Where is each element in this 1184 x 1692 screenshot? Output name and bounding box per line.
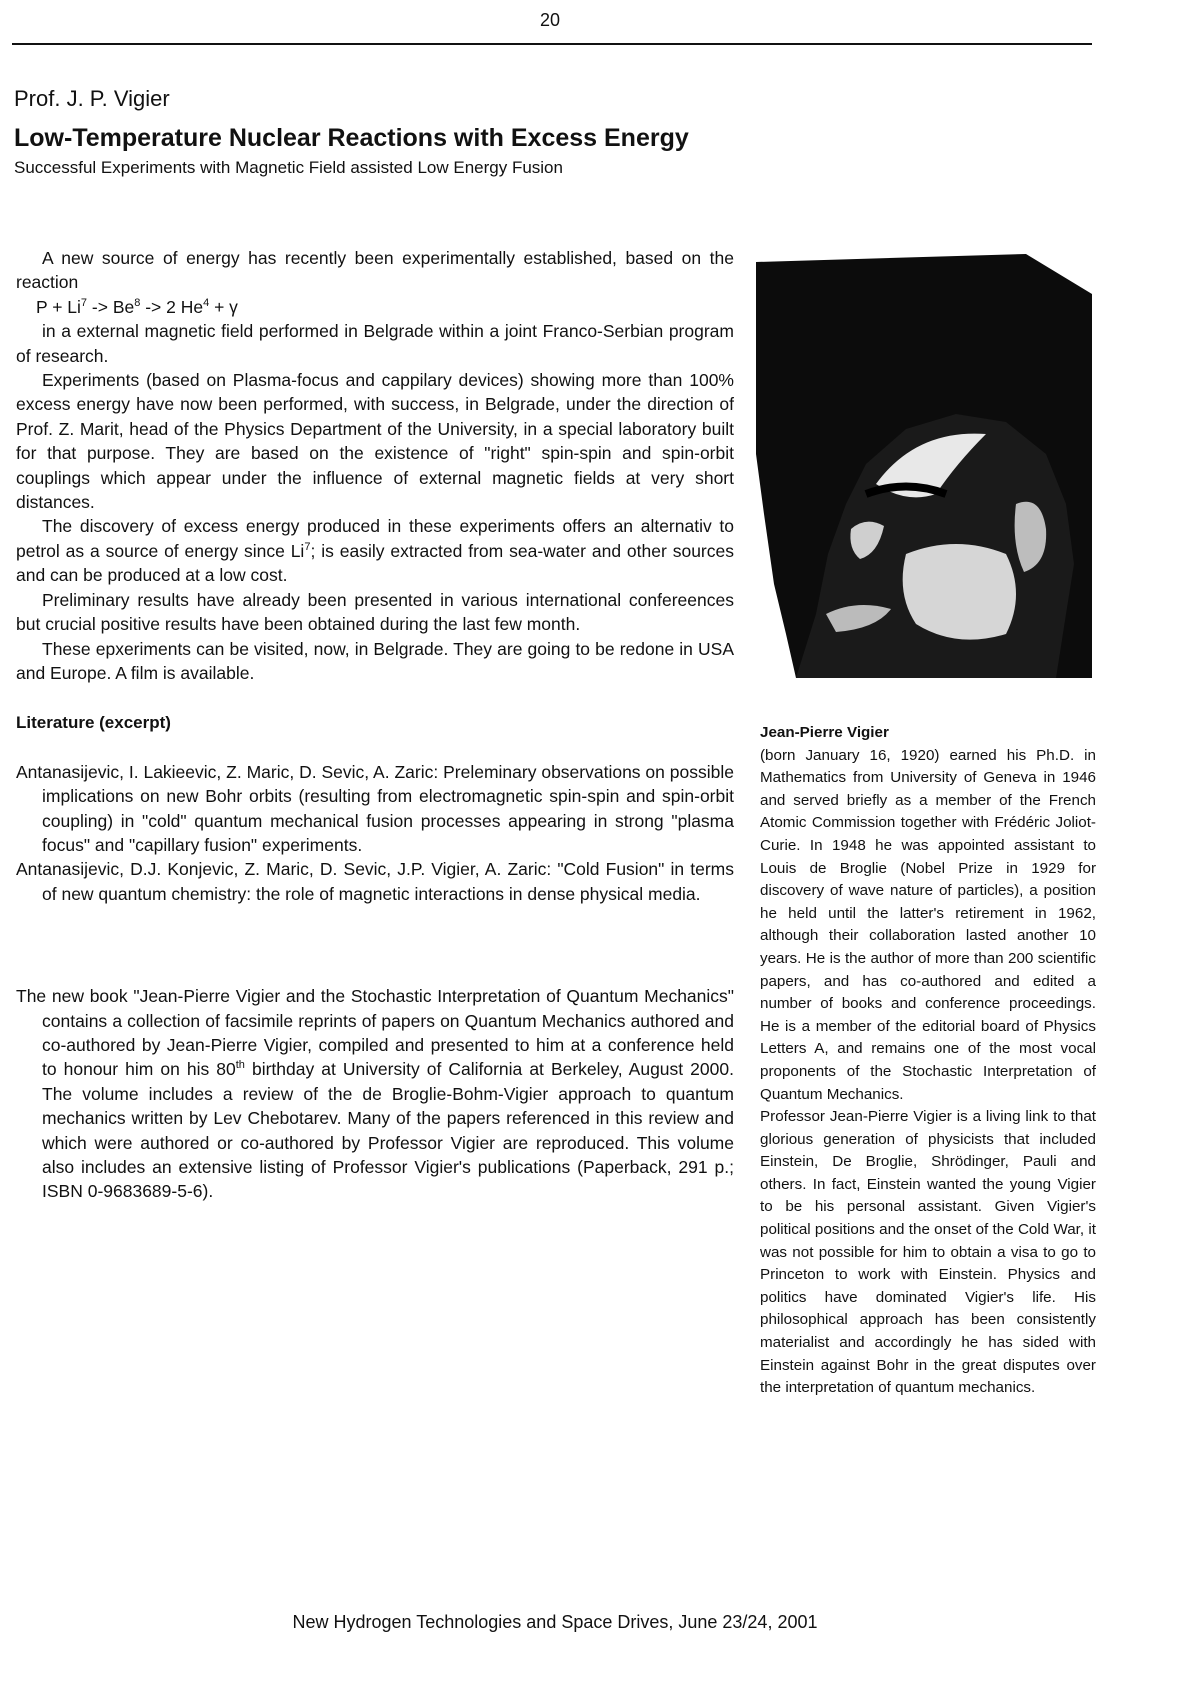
book-paragraph [16, 984, 734, 1204]
reaction-sup-c: 4 [203, 296, 210, 309]
reference-item: Antanasijevic, I. Lakieevic, Z. Maric, D. Sevic, A. Zaric: Preleminary observations on possible implications on new Bohr orbits (resulting from electromagnetic spin-spin and spin-orbit coupling) in "cold" quantum mechanical fusion processes appearing in strong "plasma focus" and "capillary fusion" experiments. [16, 761, 734, 855]
book-text-a: The new book "Jean-Pierre Vigier and the Stochastic Interpretation of Quantum Mechanics" contains a collection of facsimile reprints of papers on Quantum Mechanics authored and co-authored by Jean-Pierre Vigier, compiled and presented to him at a conference held to honour him on his 80 [16, 986, 734, 1080]
page-footer: New Hydrogen Technologies and Space Drives, June 23/24, 2001 [292, 1612, 818, 1632]
reference-item: Antanasijevic, D.J. Konjevic, Z. Maric, D. Sevic, J.P. Vigier, A. Zaric: "Cold Fusion" in terms of new quantum chemistry: the role of magnetic interactions in dense physical media. [16, 859, 734, 904]
reaction-part-a: P + Li [36, 296, 81, 317]
reaction-part-d: + γ [209, 296, 238, 317]
reaction-sup-a: 7 [80, 296, 88, 309]
paragraph-visit: These epxeriments can be visited, now, in Belgrade. They are going to be redone in USA and Europe. A film is available. [16, 638, 734, 683]
bio-sidebar [760, 722, 1096, 1400]
header-rule [12, 43, 1092, 45]
page-number: 20 [539, 10, 561, 30]
bio-paragraph: Professor Jean-Pierre Vigier is a living link to that glorious generation of physicists that included Einstein, De Broglie, Shrödinger, Pauli and others. In fact, Einstein wanted the young Vigier to be his personal assistant. Given Vigier's political positions and the onset of the Cold War, it was not possible for him to obtain a visa to go to Princeton to work with Einstein. Physics and politics have dominated Vigier's life. His philosophical approach has been consistently materialist and accordingly he has sided with Einstein against Bohr in the great disputes over the interpretation of quantum mechanics. [760, 1108, 1096, 1397]
article-author: Prof. J. P. Vigier [14, 86, 170, 111]
paragraph-experiments: Experiments (based on Plasma-focus and cappilary devices) showing more than 100% excess energy have now been performed, with success, in Belgrade, under the direction of Prof. Z. Marit, head of the Physics Department of the University, in a special laboratory built for that purpose. They are based on the existence of "right" spin-spin and spin-orbit couplings which appear under the influence of external magnetic fields at very short distances. [16, 370, 734, 513]
paragraph-discovery [16, 514, 734, 587]
article-title: Low-Temperature Nuclear Reactions with Excess Energy [14, 124, 689, 152]
article-subtitle: Successful Experiments with Magnetic Field assisted Low Energy Fusion [14, 158, 563, 177]
paragraph-discovery-a: The discovery of excess energy produced in these experiments offers an alternativ to petrol as a source of energy since Li [16, 516, 734, 561]
paragraph-discovery-b: ; is easily extracted from sea-water and other sources and can be produced at a low cost. [16, 540, 734, 586]
article-body [16, 246, 734, 1204]
reaction-part-c: -> 2 He [140, 296, 204, 317]
literature-heading: Literature (excerpt) [16, 713, 171, 733]
reaction-equation [16, 295, 734, 319]
paragraph-intro: A new source of energy has recently been experimentally established, based on the reaction [16, 248, 734, 293]
paragraph-intro-cont: in a external magnetic field performed in Belgrade within a joint Franco-Serbian program of research. [16, 321, 734, 366]
reaction-sup-b: 8 [134, 296, 141, 309]
paragraph-discovery-sup: 7 [304, 541, 311, 554]
reaction-part-b: -> Be [87, 296, 135, 317]
portrait-photo [756, 254, 1092, 678]
paragraph-preliminary: Preliminary results have already been presented in various international confereences but crucial positive results have been obtained during the last few month. [16, 589, 734, 635]
bio-paragraph: (born January 16, 1920) earned his Ph.D. in Mathematics from University of Geneva in 1946 and served briefly as a member of the French Atomic Commission together with Frédéric Joliot-Curie. In 1948 he was appointed assistant to Louis de Broglie (Nobel Prize in 1929 for discovery of wave nature of particles), a position he held until the latter's retirement in 1962, although their collaboration lasted another 10 years. He is the author of more than 200 scientific papers, and has co-authored and edited a number of books and conference proceedings. He is a member of the editorial board of Physics Letters A, and remains one of the most vocal proponents of the Stochastic Interpretation of Quantum Mechanics. [760, 746, 1096, 1103]
book-sup: th [235, 1059, 245, 1072]
photo-cheek-highlight [903, 544, 1016, 640]
book-text-b: birthday at University of California at Berkeley, August 2000. The volume includes a review of the de Broglie-Bohm-Vigier approach to quantum mechanics written by Lev Chebotarev. Many of the papers referenced in this review and which were authored or co-authored by Professor Vigier are reproduced. This volume also includes an extensive listing of Professor Vigier's publications (Paperback, 291 p.; ISBN 0-9683689-5-6). [42, 1059, 734, 1202]
bio-name: Jean-Pierre Vigier [760, 724, 889, 741]
